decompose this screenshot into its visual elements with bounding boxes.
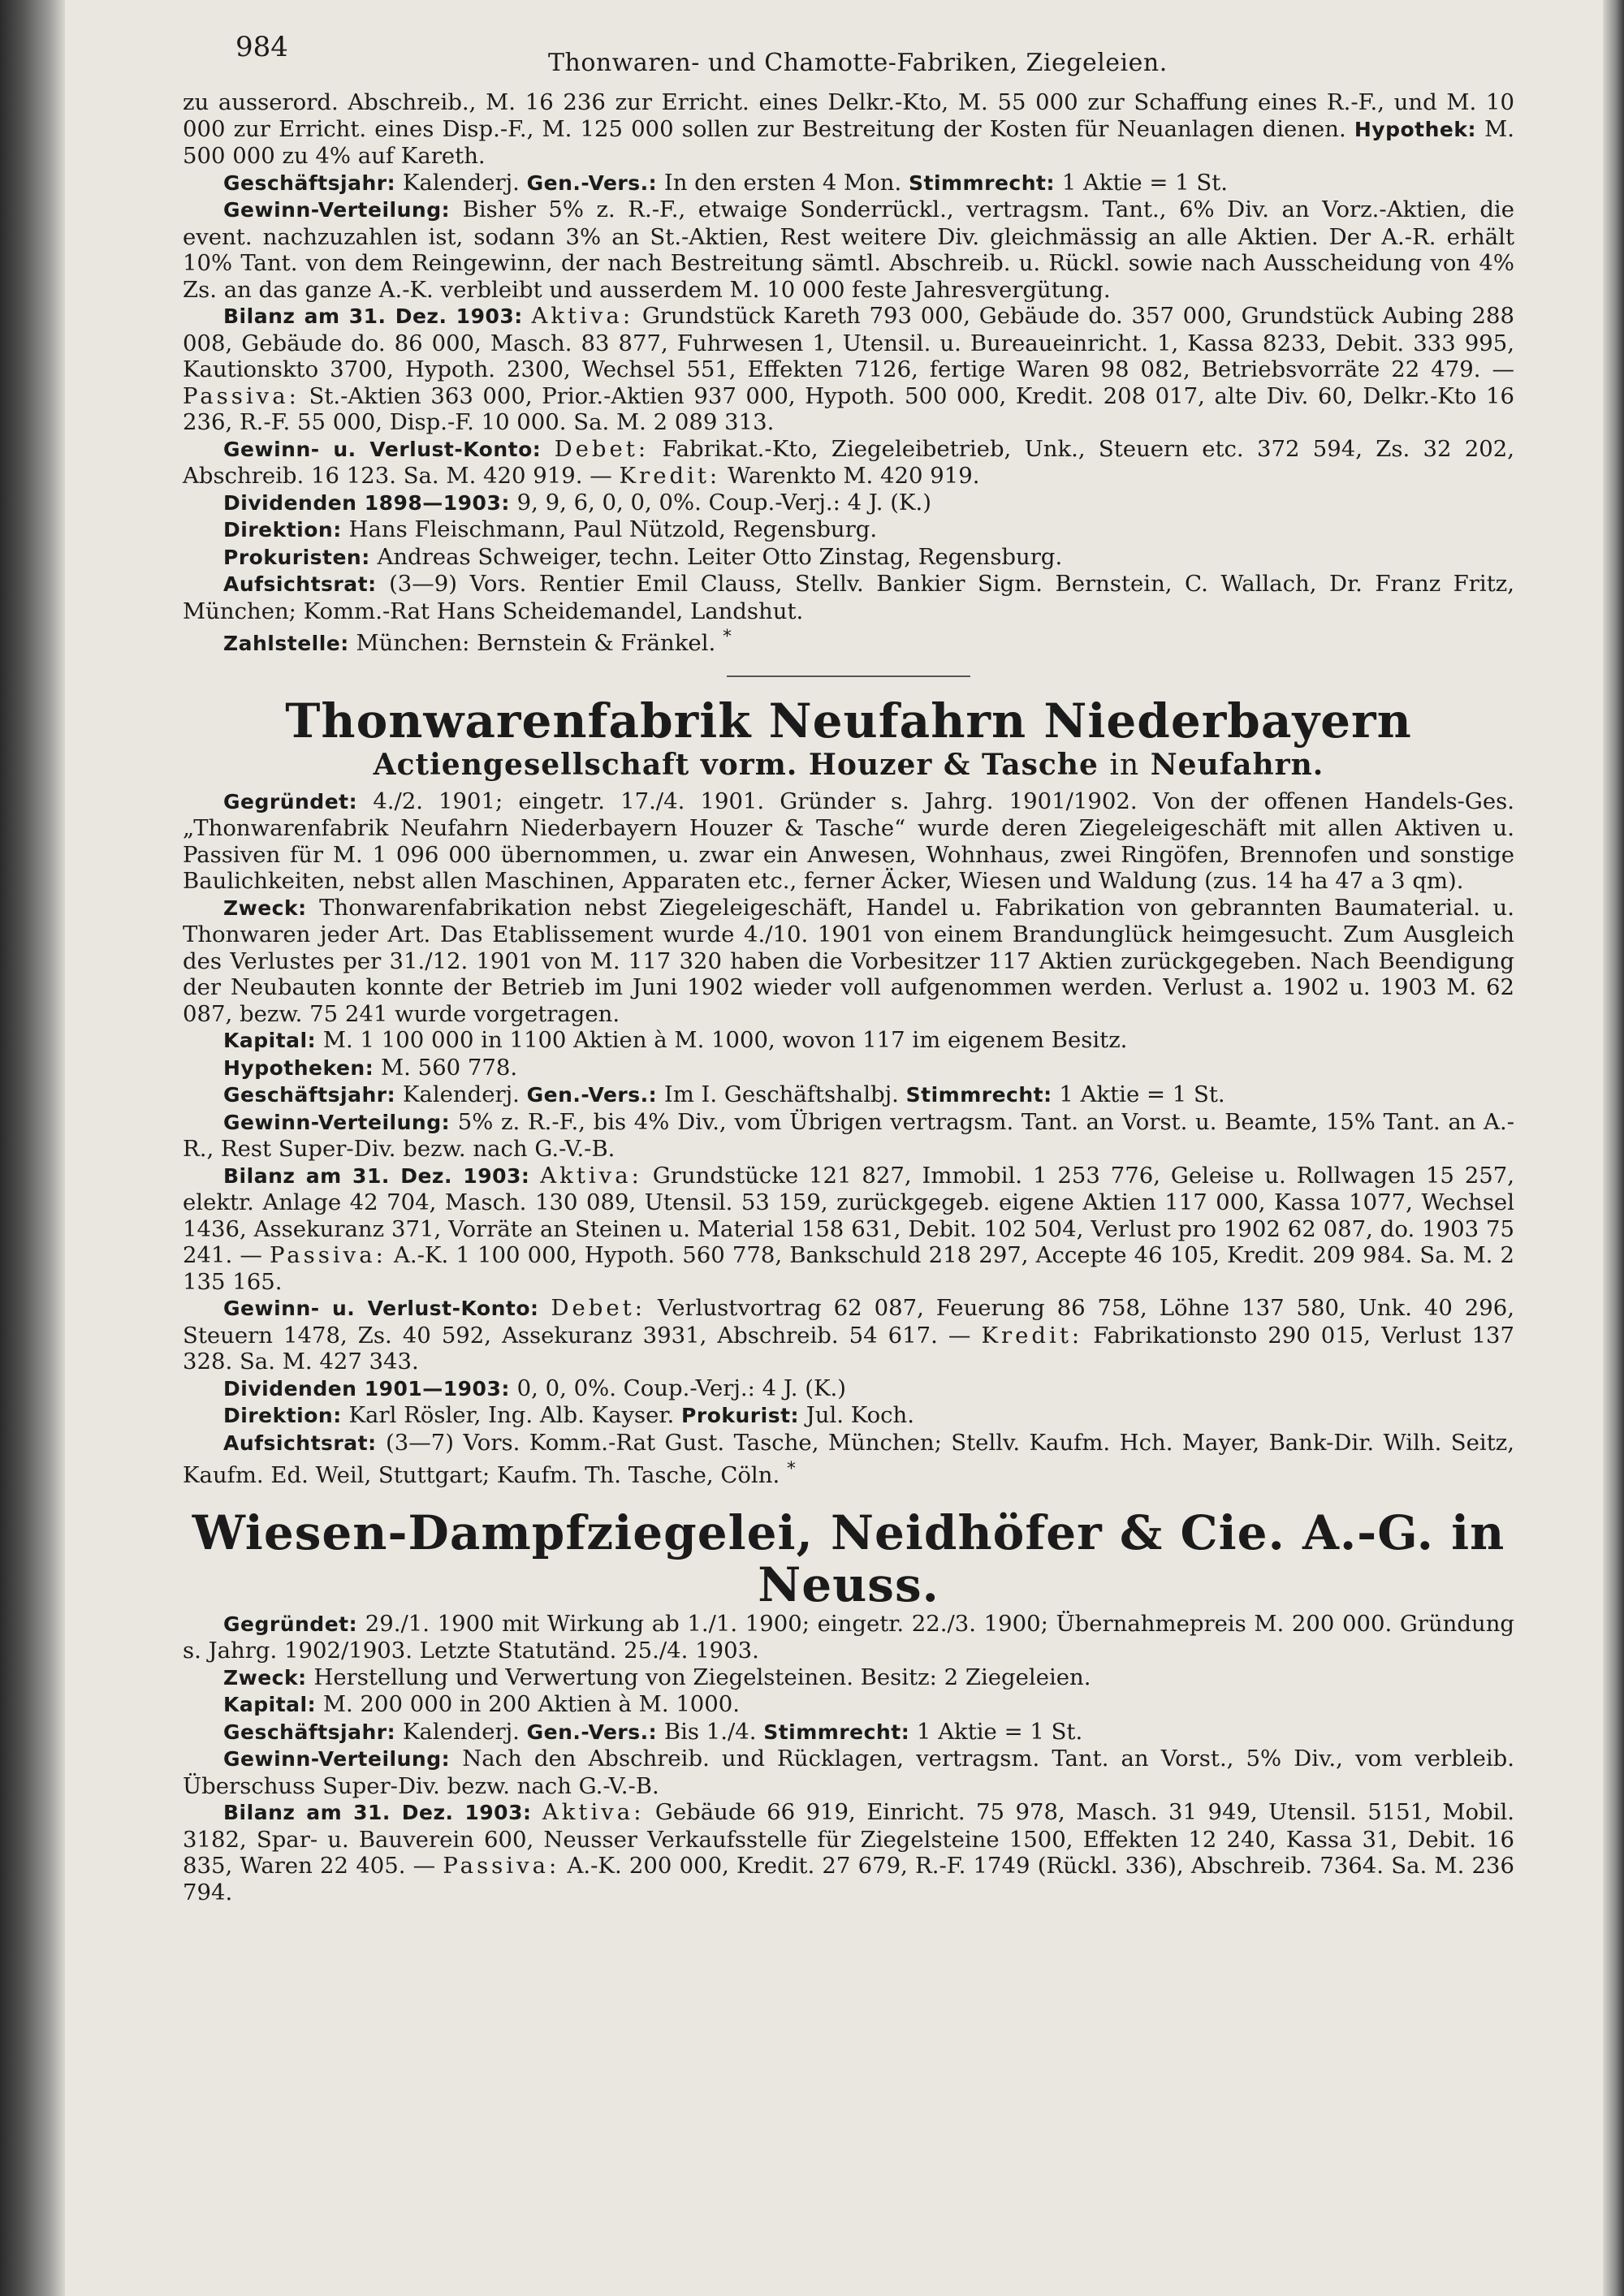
book-page	[183, 24, 1514, 2273]
kredit-value: Fabrikationsto 290 015, Verlust 137 328. Sa. M. 427 343.	[183, 1322, 1515, 1375]
stimmrecht-value: 1 Aktie = 1 St.	[1059, 1081, 1225, 1108]
kredit-value: Warenkto M. 420 919.	[727, 463, 980, 489]
gewinn-verlust-konto	[183, 1295, 1514, 1375]
kredit-label: Kredit:	[981, 1322, 1083, 1349]
dividenden-label: Dividenden 1898—1903:	[223, 490, 510, 515]
gegruendet-value: 29./1. 1900 mit Wirkung ab 1./1. 1900; eingetr. 22./3. 1900; Übernahmepreis M. 200 000. Gründung s. Jahrg. 1902/1903. Letzte Statutänd. 25./4. 1903.	[183, 1610, 1515, 1664]
genvers-value: Im I. Geschäftshalbj.	[663, 1081, 899, 1108]
running-title: Thonwaren- und Chamotte-Fabriken, Ziegeleien.	[548, 49, 1168, 77]
aufsichtsrat-label: Aufsichtsrat:	[223, 1431, 377, 1455]
zahlstelle	[183, 624, 1514, 658]
debet-label: Debet:	[551, 1295, 646, 1322]
stimmrecht-label: Stimmrecht:	[763, 1720, 910, 1744]
stimmrecht-value: 1 Aktie = 1 St.	[916, 1718, 1083, 1745]
passiva-label: Passiva:	[443, 1853, 560, 1880]
aufsichtsrat-value: (3—9) Vors. Rentier Emil Clauss, Stellv. Bankier Sigm. Bernstein, C. Wallach, Dr. Franz Fritz, München; Komm.-Rat Hans Scheidemandel, Landshut.	[183, 571, 1514, 624]
prev-paragraph	[183, 89, 1514, 170]
gewinn-verteilung	[183, 196, 1514, 303]
aktiva-label: Aktiva:	[540, 1162, 642, 1189]
zweck	[183, 895, 1514, 1028]
kapital	[183, 1027, 1514, 1055]
gegruendet-label: Gegründet:	[223, 789, 358, 814]
kapital-value: M. 1 100 000 in 1100 Aktien à M. 1000, wovon 117 im eigenem Besitz.	[322, 1027, 1128, 1054]
prokuristen	[183, 544, 1514, 572]
geschaeftsjahr-label: Geschäftsjahr:	[223, 1083, 396, 1107]
asterisk-mark: *	[786, 1459, 796, 1480]
geschaeftsjahr-value: Kalenderj.	[402, 1081, 520, 1108]
kapital-value: M. 200 000 in 200 Aktien à M. 1000.	[322, 1691, 741, 1718]
debet-label: Debet:	[554, 435, 650, 462]
company-title: Wiesen-Dampfziegelei, Neidhöfer & Cie. A.-G. in Neuss.	[192, 1504, 1505, 1612]
gewinn-verteilung-value: Bisher 5% z. R.-F., etwaige Sonderrückl., vertragsm. Tant., 6% Div. an Vorz.-Aktien, die event. nachzuzahlen ist, sodann 3% an St.-Aktien, Rest weitere Div. gleichmässig an alle Aktien. Der A.-R. erhält 10% Tant. von dem Reingewinn, der nach Bestreitung sämtl. Abschreib. u. Rückl. sowie nach Ausscheidung von 4% Zs. an das ganze A.-K. verbleibt und ausserdem M. 10 000 feste Jahresvergütung.	[183, 196, 1514, 303]
geschaeftsjahr-line	[183, 1081, 1514, 1109]
prokurist-value: Jul. Koch.	[806, 1402, 915, 1429]
gewinn-verteilung	[183, 1746, 1514, 1799]
company-subtitle	[183, 747, 1514, 783]
genvers-value: Bis 1./4.	[663, 1718, 757, 1745]
guv-label: Gewinn- u. Verlust-Konto:	[223, 437, 542, 461]
direktion	[183, 1402, 1514, 1430]
hypotheken-label: Hypotheken:	[223, 1055, 374, 1080]
direktion-label: Direktion:	[223, 518, 342, 542]
book-binding-shadow	[0, 0, 65, 2296]
bilanz-label: Bilanz am 31. Dez. 1903:	[223, 1801, 532, 1825]
passiva-label: Passiva:	[270, 1242, 387, 1269]
genvers-label: Gen.-Vers.:	[526, 170, 658, 195]
kapital-label: Kapital:	[223, 1029, 317, 1053]
asterisk-mark: *	[723, 627, 732, 647]
genvers-label: Gen.-Vers.:	[526, 1083, 658, 1107]
gewinn-verteilung-value: Nach den Abschreib. und Rücklagen, vertragsm. Tant. an Vorst., 5% Div., vom verbleib. Überschuss Super-Div. bezw. nach G.-V.-B.	[183, 1746, 1514, 1799]
direktion-value: Karl Rösler, Ing. Alb. Kayser.	[348, 1402, 675, 1429]
hypothek-value: M. 500 000 zu 4% auf Kareth.	[183, 115, 1514, 169]
gewinn-verteilung-label: Gewinn-Verteilung:	[223, 1110, 451, 1134]
passiva-value: A.-K. 1 100 000, Hypoth. 560 778, Bankschuld 218 297, Accepte 46 105, Kredit. 209 984. Sa. M. 2 135 165.	[183, 1242, 1514, 1295]
guv-label: Gewinn- u. Verlust-Konto:	[223, 1297, 539, 1321]
passiva-value: St.-Aktien 363 000, Prior.-Aktien 937 000, Hypoth. 500 000, Kredit. 208 017, alte Div. 60, Delkr.-Kto 16 236, R.-F. 55 000, Disp.-F. 10 000. Sa. M. 2 089 313.	[183, 382, 1514, 435]
direktion-label: Direktion:	[223, 1404, 342, 1428]
zahlstelle-label: Zahlstelle:	[223, 632, 349, 656]
geschaeftsjahr-line	[183, 1719, 1514, 1746]
gewinn-verlust-konto	[183, 436, 1514, 490]
stimmrecht-value: 1 Aktie = 1 St.	[1061, 169, 1228, 196]
subtitle-main: Actiengesellschaft vorm. Houzer & Tasche	[373, 747, 1099, 782]
gewinn-verteilung-label: Gewinn-Verteilung:	[223, 1747, 451, 1772]
stimmrecht-label: Stimmrecht:	[905, 1083, 1052, 1107]
kapital	[183, 1691, 1514, 1719]
section-divider	[727, 675, 970, 677]
kapital-label: Kapital:	[223, 1693, 317, 1717]
aktiva-value: Grundstück Kareth 793 000, Gebäude do. 357 000, Grundstück Aubing 288 008, Gebäude do. 86 000, Masch. 83 877, Fuhrwesen 1, Utensil. u. Bureaueinricht. 1, Kassa 8233, Debit. 333 995, Kautionskto 3700, Hypoth. 2300, Wechsel 551, Effekten 7126, fertige Waren 98 082, Betriebsvorräte 22 479. —	[183, 303, 1514, 382]
bilanz	[183, 1163, 1514, 1296]
company-title: Thonwarenfabrik Neufahrn Niederbayern	[285, 693, 1412, 749]
aufsichtsrat-value: (3—7) Vors. Komm.-Rat Gust. Tasche, München; Stellv. Kaufm. Hch. Mayer, Bank-Dir. Wilh. Seitz, Kaufm. Ed. Weil, Stuttgart; Kaufm. Th. Tasche, Cöln.	[183, 1429, 1514, 1489]
hypotheken-value: M. 560 778.	[380, 1054, 518, 1081]
bilanz	[183, 303, 1514, 436]
entry-neufahrn	[183, 695, 1514, 1489]
zweck-value: Herstellung und Verwertung von Ziegelsteinen. Besitz: 2 Ziegeleien.	[313, 1664, 1091, 1690]
hypothek-label: Hypothek:	[1354, 117, 1476, 141]
prokuristen-value: Andreas Schweiger, techn. Leiter Otto Zinstag, Regensburg.	[377, 543, 1063, 570]
debet-value: Fabrikat.-Kto, Ziegeleibetrieb, Unk., Steuern etc. 372 594, Zs. 32 202, Abschreib. 16 123. Sa. M. 420 919. —	[183, 435, 1514, 489]
subtitle-place: Neufahrn.	[1150, 747, 1324, 782]
page-edge-shadow	[1603, 0, 1624, 2296]
aktiva-label: Aktiva:	[542, 1799, 645, 1826]
direktion	[183, 516, 1514, 544]
geschaeftsjahr-value: Kalenderj.	[402, 1718, 520, 1745]
dividenden	[183, 1375, 1514, 1403]
geschaeftsjahr-value: Kalenderj.	[402, 169, 520, 196]
stimmrecht-label: Stimmrecht:	[908, 170, 1055, 195]
passiva-value: A.-K. 200 000, Kredit. 27 679, R.-F. 1749 (Rückl. 336), Abschreib. 7364. Sa. M. 236 794.	[183, 1853, 1515, 1905]
debet-value: Verlustvortrag 62 087, Feuerung 86 758, Löhne 137 580, Unk. 40 296, Steuern 1478, Zs. 40 592, Assekuranz 3931, Abschreib. 54 617. —	[183, 1295, 1514, 1349]
geschaeftsjahr-line	[183, 170, 1514, 197]
dividenden-label: Dividenden 1901—1903:	[223, 1376, 510, 1400]
gegruendet	[183, 1611, 1514, 1664]
gegruendet-label: Gegründet:	[223, 1612, 358, 1636]
gegruendet	[183, 788, 1514, 895]
page-number: 984	[235, 31, 288, 63]
zahlstelle-value: München: Bernstein & Fränkel.	[356, 630, 716, 657]
aufsichtsrat	[183, 571, 1514, 624]
gegruendet-value: 4./2. 1901; eingetr. 17./4. 1901. Gründer s. Jahrg. 1901/1902. Von der offenen Handels-Ges. „Thonwarenfabrik Neufahrn Niederbayern Houzer & Tasche“ wurde deren Ziegeleigeschäft mit allen Aktiven u. Passiven für M. 1 096 000 übernommen, u. zwar ein Anwesen, Wohnhaus, zwei Ringöfen, Brennofen und sonstige Baulichkeiten, nebst allen Maschinen, Apparaten etc., ferner Äcker, Wiesen und Waldung (zus. 14 ha 47 a 3 qm).	[183, 788, 1514, 895]
direktion-value: Hans Fleischmann, Paul Nützold, Regensburg.	[348, 516, 878, 542]
genvers-label: Gen.-Vers.:	[526, 1720, 658, 1744]
bilanz-label: Bilanz am 31. Dez. 1903:	[223, 1163, 530, 1188]
zweck-label: Zweck:	[223, 1665, 307, 1690]
entry-previous-continued	[183, 89, 1514, 658]
aufsichtsrat-label: Aufsichtsrat:	[223, 572, 377, 596]
passiva-label: Passiva:	[183, 382, 300, 409]
gewinn-verteilung	[183, 1109, 1514, 1163]
dividenden-value: 0, 0, 0%. Coup.-Verj.: 4 J. (K.)	[516, 1375, 847, 1401]
zweck-label: Zweck:	[223, 896, 307, 920]
gewinn-verteilung-value: 5% z. R.-F., bis 4% Div., vom Übrigen vertragsm. Tant. an Vorst. u. Beamte, 15% Tant. an A.-R., Rest Super-Div. bezw. nach G.-V.-B.	[183, 1108, 1515, 1163]
subtitle-in: in	[1109, 748, 1140, 782]
geschaeftsjahr-label: Geschäftsjahr:	[223, 170, 396, 195]
dividenden	[183, 490, 1514, 517]
prokurist-label: Prokurist:	[681, 1404, 800, 1428]
kredit-label: Kredit:	[619, 463, 721, 489]
dividenden-value: 9, 9, 6, 0, 0, 0%. Coup.-Verj.: 4 J. (K.)	[516, 489, 931, 516]
aktiva-value: Grundstücke 121 827, Immobil. 1 253 776, Geleise u. Rollwagen 15 257, elektr. Anlage 42 704, Masch. 130 089, Utensil. 53 159, zurückgegeb. eigene Aktien 117 000, Kassa 1077, Wechsel 1436, Assekuranz 371, Vorräte an Steinen u. Material 158 631, Debit. 102 504, Verlust pro 1902 62 087, do. 1903 75 241. —	[183, 1162, 1514, 1269]
hypotheken	[183, 1055, 1514, 1082]
gewinn-verteilung-label: Gewinn-Verteilung:	[223, 198, 451, 222]
aktiva-value: Gebäude 66 919, Einricht. 75 978, Masch. 31 949, Utensil. 5151, Mobil. 3182, Spar- u. Bauverein 600, Neusser Verkaufsstelle für Ziegelsteine 1500, Effekten 12 240, Kassa 31, Debit. 16 835, Waren 22 405. —	[183, 1799, 1514, 1880]
geschaeftsjahr-label: Geschäftsjahr:	[223, 1720, 396, 1744]
prokuristen-label: Prokuristen:	[223, 545, 370, 569]
aufsichtsrat	[183, 1430, 1514, 1489]
running-head	[183, 24, 1514, 89]
genvers-value: In den ersten 4 Mon.	[663, 169, 902, 196]
zweck-value: Thonwarenfabrikation nebst Ziegeleigeschäft, Handel u. Fabrikation von gebrannten Baumaterial. u. Thonwaren jeder Art. Das Etablissement wurde 4./10. 1901 von einem Brandunglück heimgesucht. Zum Ausgleich des Verlustes per 31./12. 1901 von M. 117 320 haben die Vorbesitzer 117 Aktien zurückgegeben. Nach Beendigung der Neubauten konnte der Betrieb im Juni 1902 wieder voll aufgenommen werden. Verlust a. 1902 u. 1903 M. 62 087, bezw. 75 241 wurde vorgetragen.	[183, 894, 1514, 1027]
prev-text: zu ausserord. Abschreib., M. 16 236 zur Erricht. eines Delkr.-Kto, M. 55 000 zur Schaffung eines R.-F., und M. 10 000 zur Erricht. eines Disp.-F., M. 125 000 sollen zur Bestreitung der Kosten für Neuanlagen dienen.	[183, 89, 1514, 142]
entry-neuss	[183, 1504, 1515, 1906]
bilanz	[183, 1799, 1514, 1905]
aktiva-label: Aktiva:	[531, 303, 634, 329]
bilanz-label: Bilanz am 31. Dez. 1903:	[223, 304, 523, 328]
zweck	[183, 1664, 1514, 1692]
